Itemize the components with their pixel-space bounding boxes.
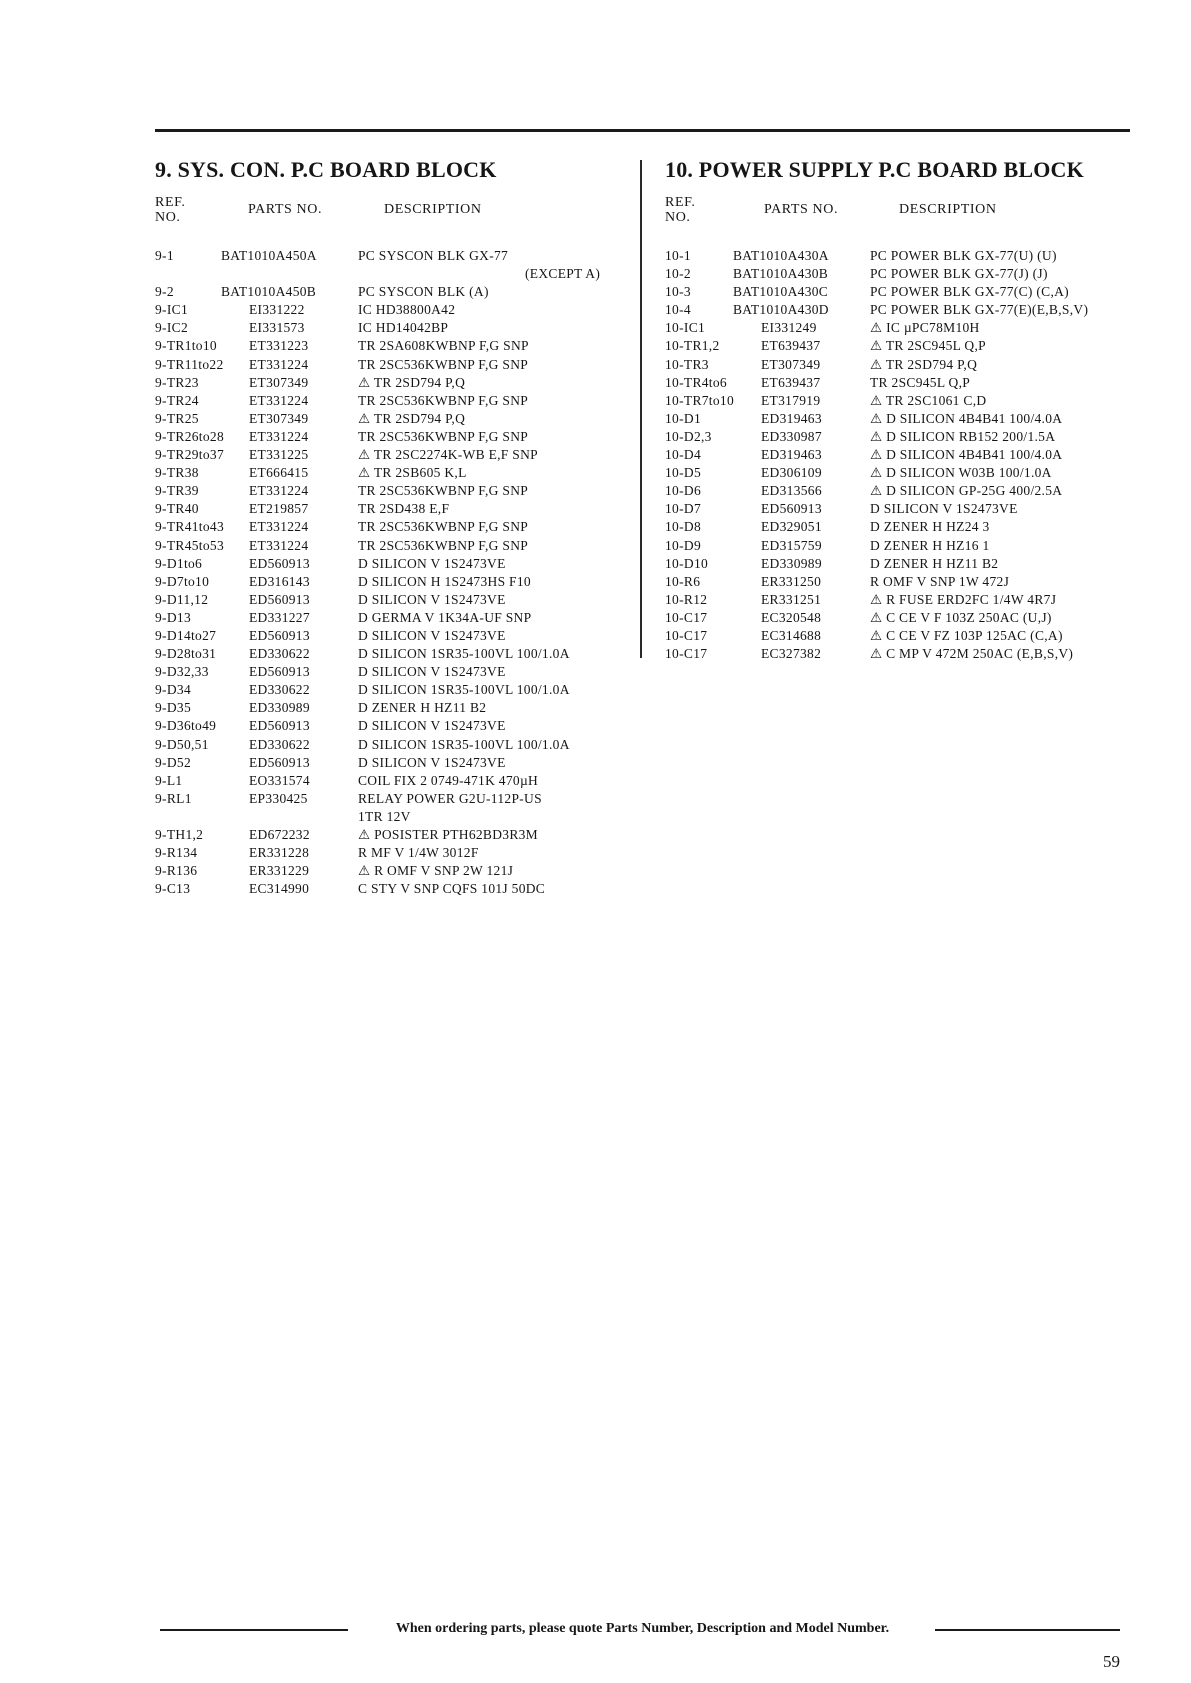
parts-no-cell: ET331224 xyxy=(249,483,309,499)
parts-list xyxy=(155,247,625,898)
description-cell: D ZENER H HZ16 1 xyxy=(870,537,990,553)
table-row xyxy=(155,573,625,591)
description-cell: RELAY POWER G2U-112P-US xyxy=(358,790,542,806)
table-row xyxy=(665,265,1145,283)
description-cell: D SILICON V 1S2473VE xyxy=(358,591,506,607)
parts-no-cell: ET317919 xyxy=(761,392,821,408)
parts-no-cell: ED560913 xyxy=(249,664,310,680)
ref-no-cell: 10-R6 xyxy=(665,573,701,589)
description-cell: D GERMA V 1K34A-UF SNP xyxy=(358,609,532,625)
ref-no-cell: 10-C17 xyxy=(665,627,708,643)
description-cell: D ZENER H HZ11 B2 xyxy=(870,555,999,571)
section-sys-con-board xyxy=(155,155,625,898)
table-row xyxy=(665,482,1145,500)
ref-no-cell: 10-2 xyxy=(665,266,691,282)
ref-no-cell: 9-TH1,2 xyxy=(155,827,204,842)
parts-no-cell: ET639437 xyxy=(761,374,821,390)
table-row xyxy=(665,283,1145,301)
parts-no-cell: BAT1010A430C xyxy=(733,284,829,300)
ref-no-cell: 9-TR1to10 xyxy=(155,338,217,354)
ref-no-cell: 9-D35 xyxy=(155,700,191,716)
ref-no-cell: 10-D2,3 xyxy=(665,428,712,444)
table-row xyxy=(665,392,1145,410)
description-cell: IC HD38800A42 xyxy=(358,302,456,318)
parts-no-cell: ED560913 xyxy=(249,555,310,571)
ref-no-cell: 9-D14to27 xyxy=(155,627,217,643)
ref-no-cell: 9-2 xyxy=(155,284,174,300)
ref-no-cell: 9-R134 xyxy=(155,845,198,861)
description-cell: PC POWER BLK GX-77(J) (J) xyxy=(870,266,1048,282)
ref-no-cell: 9-D36to49 xyxy=(155,718,217,734)
parts-no-cell: ER331228 xyxy=(249,845,310,861)
description-cell: ⚠ C CE V FZ 103P 125AC (C,A) xyxy=(870,627,1063,643)
ref-no-cell: 10-D1 xyxy=(665,410,701,426)
ref-no-cell: 10-TR7to10 xyxy=(665,392,734,408)
description-cell: 1TR 12V xyxy=(358,808,411,824)
ref-no-cell: 10-D4 xyxy=(665,447,701,463)
description-cell: TR 2SA608KWBNP F,G SNP xyxy=(358,338,529,354)
ref-header-label: REF. xyxy=(665,195,696,210)
footer xyxy=(155,1619,1125,1639)
ref-no-cell: 9-IC2 xyxy=(155,320,188,336)
parts-no-cell: ED330989 xyxy=(249,700,310,716)
description-cell: PC POWER BLK GX-77(E)(E,B,S,V) xyxy=(870,302,1089,318)
parts-no-cell: ED313566 xyxy=(761,483,822,499)
table-header xyxy=(665,195,1145,247)
ref-no-cell: 9-D34 xyxy=(155,682,191,698)
description-cell: ⚠ TR 2SD794 P,Q xyxy=(870,356,978,372)
description-cell: ⚠ R FUSE ERD2FC 1/4W 4R7J xyxy=(870,591,1057,607)
ref-no-cell: 9-IC1 xyxy=(155,302,188,318)
description-cell: D SILICON V 1S2473VE xyxy=(358,627,506,643)
ref-no-cell: 10-1 xyxy=(665,248,691,263)
table-row xyxy=(665,500,1145,518)
table-row xyxy=(155,862,625,880)
table-row xyxy=(155,681,625,699)
ref-no-cell: 9-L1 xyxy=(155,772,183,788)
table-row xyxy=(155,844,625,862)
table-row xyxy=(155,482,625,500)
parts-no-cell: ED560913 xyxy=(761,501,822,517)
parts-no-cell: EC320548 xyxy=(761,609,822,625)
parts-no-cell: ED330987 xyxy=(761,428,822,444)
table-row xyxy=(665,374,1145,392)
parts-no-cell: EO331574 xyxy=(249,772,310,788)
description-cell: D ZENER H HZ24 3 xyxy=(870,519,990,535)
ref-no-cell: 9-C13 xyxy=(155,881,191,897)
table-row xyxy=(155,392,625,410)
ref-no-cell: 10-D5 xyxy=(665,465,701,481)
parts-no-cell: ET307349 xyxy=(249,374,309,390)
description-cell: ⚠ C CE V F 103Z 250AC (U,J) xyxy=(870,609,1052,625)
table-row xyxy=(155,663,625,681)
parts-no-cell: ET331223 xyxy=(249,338,309,354)
description-cell: TR 2SC536KWBNP F,G SNP xyxy=(358,537,529,553)
table-row xyxy=(665,337,1145,355)
table-row xyxy=(155,319,625,337)
parts-no-cell: EP330425 xyxy=(249,790,308,806)
ref-no-cell: 10-IC1 xyxy=(665,320,706,336)
description-cell: D SILICON V 1S2473VE xyxy=(358,664,506,680)
table-row xyxy=(155,826,625,844)
table-row xyxy=(155,410,625,428)
parts-no-cell: ET219857 xyxy=(249,501,309,517)
table-row xyxy=(155,736,625,754)
table-row xyxy=(155,754,625,772)
description-cell: TR 2SC536KWBNP F,G SNP xyxy=(358,392,529,408)
parts-no-cell: ED319463 xyxy=(761,447,822,463)
table-row xyxy=(665,627,1145,645)
ref-no-cell: 10-D8 xyxy=(665,519,701,535)
table-row xyxy=(155,374,625,392)
table-row xyxy=(155,537,625,555)
ref-no-cell: 9-D28to31 xyxy=(155,646,217,662)
parts-no-cell: BAT1010A450A xyxy=(221,248,317,263)
description-header: DESCRIPTION xyxy=(899,202,997,217)
description-cell: ⚠ TR 2SD794 P,Q xyxy=(358,374,466,390)
parts-no-cell: ET307349 xyxy=(249,410,309,426)
description-cell: D SILICON V 1S2473VE xyxy=(358,718,506,734)
parts-no-cell: ER331250 xyxy=(761,573,822,589)
description-cell: D SILICON V 1S2473VE xyxy=(358,555,506,571)
table-row xyxy=(665,609,1145,627)
description-cell: ⚠ C MP V 472M 250AC (E,B,S,V) xyxy=(870,646,1074,662)
table-row xyxy=(155,772,625,790)
parts-no-cell: ED330622 xyxy=(249,646,310,662)
parts-no-cell: ED560913 xyxy=(249,718,310,734)
description-cell: PC SYSCON BLK (A) xyxy=(358,284,489,300)
parts-no-header: PARTS NO. xyxy=(764,202,839,217)
description-cell: TR 2SC536KWBNP F,G SNP xyxy=(358,483,529,499)
parts-no-cell: ET307349 xyxy=(761,356,821,372)
ref-no-cell: 9-TR39 xyxy=(155,483,199,499)
table-row xyxy=(665,573,1145,591)
table-row xyxy=(665,464,1145,482)
description-cell: ⚠ TR 2SD794 P,Q xyxy=(358,410,466,426)
table-row xyxy=(155,808,625,826)
table-row xyxy=(665,518,1145,536)
no-header-label: NO. xyxy=(155,210,181,225)
description-cell: PC SYSCON BLK GX-77 xyxy=(358,248,509,263)
table-row xyxy=(155,337,625,355)
parts-no-cell: ED330622 xyxy=(249,736,310,752)
table-row xyxy=(155,518,625,536)
ref-no-cell: 10-R12 xyxy=(665,591,708,607)
description-cell: D ZENER H HZ11 B2 xyxy=(358,700,487,716)
table-row xyxy=(665,356,1145,374)
table-header xyxy=(155,195,625,247)
table-row xyxy=(155,301,625,319)
ref-no-cell: 10-C17 xyxy=(665,646,708,662)
section-title: 9. SYS. CON. P.C BOARD BLOCK xyxy=(155,157,497,182)
description-cell: TR 2SC536KWBNP F,G SNP xyxy=(358,356,529,372)
description-cell: D SILICON V 1S2473VE xyxy=(870,501,1018,517)
footer-rule-left xyxy=(160,1629,348,1631)
footer-rule-right xyxy=(935,1629,1120,1631)
parts-no-cell: BAT1010A430D xyxy=(733,302,829,318)
parts-no-cell: ET331224 xyxy=(249,428,309,444)
table-row xyxy=(155,591,625,609)
parts-no-cell: EC327382 xyxy=(761,646,822,662)
description-cell: D SILICON V 1S2473VE xyxy=(358,754,506,770)
ref-no-header xyxy=(155,195,185,225)
description-cell: D SILICON H 1S2473HS F10 xyxy=(358,573,531,589)
ref-no-cell: 9-D32,33 xyxy=(155,664,209,680)
table-row xyxy=(155,446,625,464)
table-row xyxy=(155,428,625,446)
ref-no-cell: 9-D11,12 xyxy=(155,591,209,607)
description-cell: D SILICON 1SR35-100VL 100/1.0A xyxy=(358,682,570,698)
parts-no-cell: ED330989 xyxy=(761,555,822,571)
description-cell: ⚠ TR 2SB605 K,L xyxy=(358,465,467,481)
parts-no-cell: ED672232 xyxy=(249,827,310,842)
ref-no-cell: 10-TR4to6 xyxy=(665,374,727,390)
description-cell: PC POWER BLK GX-77(U) (U) xyxy=(870,248,1057,263)
ref-no-cell: 9-TR38 xyxy=(155,465,199,481)
parts-no-cell: ED329051 xyxy=(761,519,822,535)
ref-header-label: REF. xyxy=(155,195,186,210)
description-cell: C STY V SNP CQFS 101J 50DC xyxy=(358,881,546,897)
table-row xyxy=(665,446,1145,464)
parts-no-cell: ED315759 xyxy=(761,537,822,553)
parts-no-cell: ED316143 xyxy=(249,573,310,589)
description-cell: ⚠ TR 2SC2274K-WB E,F SNP xyxy=(358,447,538,463)
parts-no-cell: ER331229 xyxy=(249,863,310,879)
ref-no-cell: 10-TR3 xyxy=(665,356,709,372)
page-number: 59 xyxy=(1103,1652,1120,1671)
table-row xyxy=(665,410,1145,428)
description-cell: (EXCEPT A) xyxy=(525,266,601,282)
description-cell: ⚠ D SILICON W03B 100/1.0A xyxy=(870,465,1052,481)
ref-no-cell: 9-TR25 xyxy=(155,410,199,426)
table-row xyxy=(665,555,1145,573)
description-cell: ⚠ R OMF V SNP 2W 121J xyxy=(358,863,514,879)
ref-no-cell: 9-R136 xyxy=(155,863,198,879)
table-row xyxy=(665,428,1145,446)
parts-no-cell: ET639437 xyxy=(761,338,821,354)
description-cell: ⚠ D SILICON GP-25G 400/2.5A xyxy=(870,483,1063,499)
table-row xyxy=(155,247,625,265)
parts-no-cell: EC314688 xyxy=(761,627,822,643)
ref-no-cell: 10-D10 xyxy=(665,555,709,571)
ref-no-cell: 9-D7to10 xyxy=(155,573,210,589)
ref-no-cell: 9-D52 xyxy=(155,754,191,770)
parts-no-cell: ED331227 xyxy=(249,609,310,625)
ref-no-cell: 9-D1to6 xyxy=(155,555,203,571)
description-cell: ⚠ D SILICON 4B4B41 100/4.0A xyxy=(870,410,1063,426)
parts-no-cell: ED560913 xyxy=(249,591,310,607)
parts-no-cell: ET331224 xyxy=(249,356,309,372)
table-row xyxy=(155,699,625,717)
description-cell: ⚠ TR 2SC1061 C,D xyxy=(870,392,987,408)
ref-no-cell: 9-TR11to22 xyxy=(155,356,224,372)
table-row xyxy=(665,319,1145,337)
ref-no-cell: 10-4 xyxy=(665,302,691,318)
ref-no-cell: 10-D6 xyxy=(665,483,701,499)
parts-no-cell: ED319463 xyxy=(761,410,822,426)
ref-no-cell: 9-TR24 xyxy=(155,392,199,408)
table-row xyxy=(155,645,625,663)
ref-no-cell: 9-TR26to28 xyxy=(155,428,224,444)
description-cell: TR 2SC945L Q,P xyxy=(870,374,971,390)
table-row xyxy=(155,717,625,735)
parts-no-cell: ED560913 xyxy=(249,754,310,770)
parts-no-header: PARTS NO. xyxy=(248,202,323,217)
description-cell: TR 2SD438 E,F xyxy=(358,501,450,517)
description-cell: TR 2SC536KWBNP F,G SNP xyxy=(358,519,529,535)
parts-no-cell: ET331225 xyxy=(249,447,309,463)
ref-no-cell: 9-TR41to43 xyxy=(155,519,224,535)
parts-list xyxy=(665,247,1145,663)
ref-no-cell: 9-TR40 xyxy=(155,501,199,517)
parts-no-cell: EI331249 xyxy=(761,320,817,336)
ref-no-cell: 10-D7 xyxy=(665,501,701,517)
table-row xyxy=(155,464,625,482)
parts-no-cell: ED330622 xyxy=(249,682,310,698)
table-row xyxy=(155,609,625,627)
description-cell: D SILICON 1SR35-100VL 100/1.0A xyxy=(358,736,570,752)
ref-no-cell: 10-3 xyxy=(665,284,691,300)
ref-no-cell: 9-TR29to37 xyxy=(155,447,224,463)
description-cell: TR 2SC536KWBNP F,G SNP xyxy=(358,428,529,444)
ordering-note: When ordering parts, please quote Parts Number, Description and Model Number. xyxy=(395,1621,890,1636)
table-row xyxy=(155,356,625,374)
description-cell: ⚠ TR 2SC945L Q,P xyxy=(870,338,986,354)
parts-no-cell: BAT1010A450B xyxy=(221,284,317,300)
table-row xyxy=(155,555,625,573)
parts-no-cell: ED560913 xyxy=(249,627,310,643)
parts-no-cell: ET331224 xyxy=(249,537,309,553)
top-rule xyxy=(155,129,1130,132)
table-row xyxy=(665,247,1145,265)
description-cell: D SILICON 1SR35-100VL 100/1.0A xyxy=(358,646,570,662)
description-cell: ⚠ IC µPC78M10H xyxy=(870,320,980,336)
table-row xyxy=(155,283,625,301)
table-row xyxy=(155,790,625,808)
table-row xyxy=(665,645,1145,663)
ref-no-cell: 10-TR1,2 xyxy=(665,338,720,354)
table-row xyxy=(665,301,1145,319)
description-cell: ⚠ D SILICON RB152 200/1.5A xyxy=(870,428,1056,444)
parts-no-cell: ET331224 xyxy=(249,519,309,535)
table-row xyxy=(155,500,625,518)
ref-no-cell: 9-RL1 xyxy=(155,790,192,806)
description-cell: ⚠ D SILICON 4B4B41 100/4.0A xyxy=(870,447,1063,463)
ref-no-header xyxy=(665,195,695,225)
parts-no-cell: ET331224 xyxy=(249,392,309,408)
description-cell: ⚠ POSISTER PTH62BD3R3M xyxy=(358,827,538,842)
parts-no-cell: ED306109 xyxy=(761,465,822,481)
no-header-label: NO. xyxy=(665,210,691,225)
parts-no-cell: BAT1010A430B xyxy=(733,266,829,282)
ref-no-cell: 9-TR23 xyxy=(155,374,199,390)
column-divider xyxy=(640,160,642,658)
ref-no-cell: 9-D50,51 xyxy=(155,736,209,752)
ref-no-cell: 9-D13 xyxy=(155,609,191,625)
description-cell: PC POWER BLK GX-77(C) (C,A) xyxy=(870,284,1069,300)
description-cell: COIL FIX 2 0749-471K 470µH xyxy=(358,772,539,788)
parts-no-cell: ET666415 xyxy=(249,465,309,481)
parts-no-cell: BAT1010A430A xyxy=(733,248,829,263)
parts-no-cell: ER331251 xyxy=(761,591,822,607)
table-row xyxy=(155,627,625,645)
ref-no-cell: 9-TR45to53 xyxy=(155,537,224,553)
table-row xyxy=(155,880,625,898)
description-cell: R OMF V SNP 1W 472J xyxy=(870,573,1010,589)
table-row xyxy=(155,265,625,283)
description-cell: IC HD14042BP xyxy=(358,320,449,336)
section-title: 10. POWER SUPPLY P.C BOARD BLOCK xyxy=(665,157,1084,182)
parts-no-cell: EI331222 xyxy=(249,302,305,318)
table-row xyxy=(665,591,1145,609)
description-header: DESCRIPTION xyxy=(384,202,482,217)
section-power-supply-board xyxy=(665,155,1145,663)
description-cell: R MF V 1/4W 3012F xyxy=(358,845,479,861)
ref-no-cell: 10-D9 xyxy=(665,537,701,553)
parts-no-cell: EI331573 xyxy=(249,320,305,336)
ref-no-cell: 9-1 xyxy=(155,248,174,263)
table-row xyxy=(665,537,1145,555)
ref-no-cell: 10-C17 xyxy=(665,609,708,625)
parts-no-cell: EC314990 xyxy=(249,881,310,897)
